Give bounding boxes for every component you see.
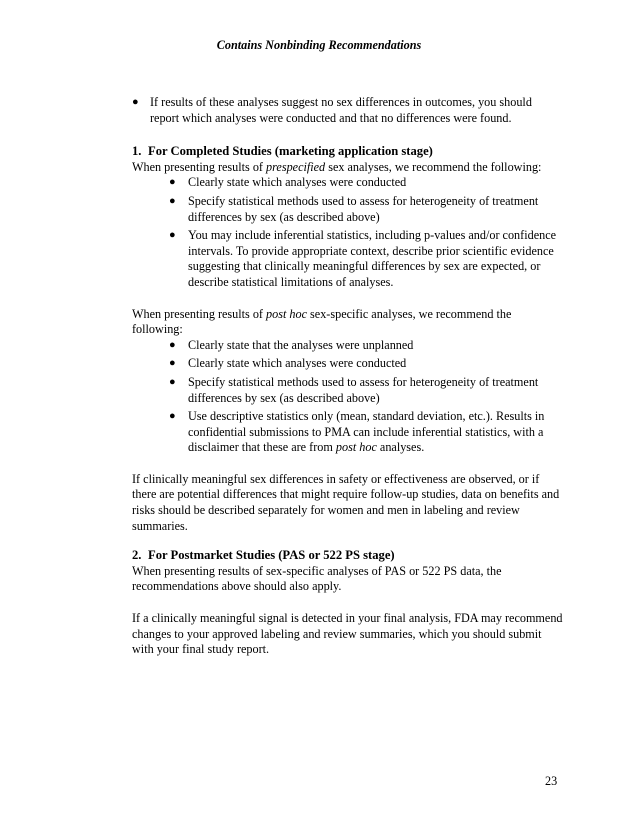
list-item	[169, 374, 564, 406]
bullet-icon: ●	[169, 357, 176, 370]
bullet-icon: ●	[169, 375, 176, 388]
list-item	[169, 337, 564, 354]
posthoc-intro	[132, 307, 564, 338]
posthoc-last-bullet-before: Use descriptive statistics only (mean, standard deviation, etc.). Results in confidential submissions to PMA can include inferential statistics, with a disclaimer that these are from	[188, 409, 545, 455]
list-item	[169, 228, 564, 290]
list-item-text: Clearly state that the analyses were unplanned	[188, 337, 414, 352]
intro-bullet-list	[132, 95, 564, 126]
posthoc-term: post hoc	[266, 306, 307, 321]
list-item-text	[188, 409, 544, 454]
list-item-text: Clearly state which analyses were conducted	[188, 175, 407, 190]
posthoc-last-bullet-after: analyses.	[376, 440, 425, 455]
section-1-heading	[132, 144, 564, 160]
prespecified-intro-after: sex analyses, we recommend the following:	[325, 159, 542, 174]
section-2-paragraph-1: When presenting results of sex-specific analyses of PAS or 522 PS data, the recommendations above should also apply.	[132, 563, 502, 594]
list-item-text: You may include inferential statistics, including p-values and/or confidence intervals. To provide appropriate context, describe prior scientific evidence suggesting that clinically meaningful differences by sex are expected, or describe statistical limitations of analyses.	[188, 228, 557, 289]
section-1-number: 1.	[132, 144, 142, 159]
list-item	[169, 175, 564, 191]
list-item-text: Clearly state which analyses were conducted	[188, 356, 407, 371]
list-item-text: Specify statistical methods used to assess for heterogeneity of treatment differences by sex (as described above)	[188, 374, 539, 405]
intro-bullet-text: If results of these analyses suggest no sex differences in outcomes, you should report which analyses were conducted and that no differences were found.	[150, 95, 532, 125]
prespecified-term: prespecified	[266, 159, 326, 174]
bullet-icon: ●	[169, 229, 176, 242]
bullet-icon: ●	[169, 194, 176, 207]
bullet-icon: ●	[169, 410, 176, 423]
section-1-title: For Completed Studies (marketing application stage)	[148, 144, 433, 159]
posthoc-intro-after: sex-specific analyses, we recommend the following:	[132, 306, 512, 337]
document-body	[132, 95, 564, 658]
intro-bullet-item	[132, 95, 564, 126]
list-item	[169, 409, 564, 456]
posthoc-intro-before: When presenting results of	[132, 306, 267, 321]
list-item	[169, 193, 564, 225]
list-item	[169, 356, 564, 372]
section-1-closing-paragraph: If clinically meaningful sex differences in safety or effectiveness are observed, or if there are potential differences that might require follow-up studies, data on benefits and risks should be described separately for women and men in labeling and review summaries.	[132, 471, 560, 533]
section-2-number: 2.	[132, 548, 142, 563]
posthoc-bullet-list	[132, 338, 564, 456]
posthoc-last-bullet-term: post hoc	[335, 440, 377, 455]
prespecified-intro	[132, 160, 564, 176]
page-header: Contains Nonbinding Recommendations	[216, 38, 422, 52]
bullet-icon: ●	[169, 338, 176, 351]
section-2-title: For Postmarket Studies (PAS or 522 PS stage)	[148, 548, 395, 563]
bullet-icon: ●	[132, 96, 139, 108]
section-2-paragraph-2: If a clinically meaningful signal is detected in your final analysis, FDA may recommend changes to your approved labeling and review summaries, which you should submit with your final study report.	[132, 611, 563, 657]
page-number: 23	[545, 774, 558, 788]
section-2-heading	[132, 548, 564, 564]
bullet-icon: ●	[169, 176, 176, 189]
prespecified-intro-before: When presenting results of	[132, 159, 267, 174]
prespecified-bullet-list	[132, 175, 564, 290]
list-item-text: Specify statistical methods used to assess for heterogeneity of treatment differences by sex (as described above)	[188, 193, 539, 224]
